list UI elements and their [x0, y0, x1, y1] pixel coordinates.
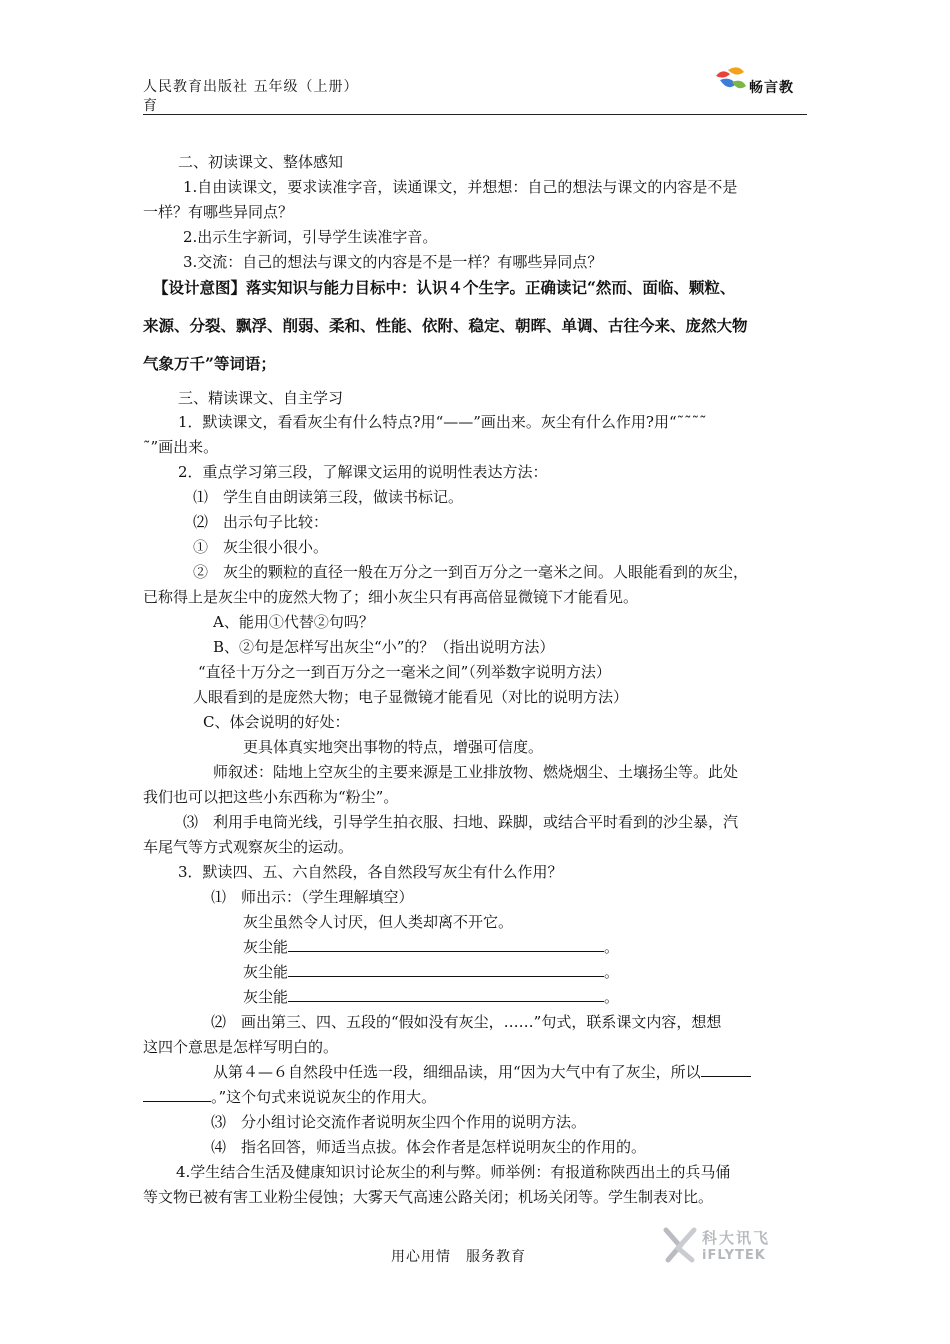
fill-line-1	[243, 935, 619, 959]
fill-intro: 灰尘虽然令人讨厌，但人类却离不开它。	[243, 913, 514, 931]
section3-p2-3-line2: 车尾气等方式观察灰尘的运动。	[143, 838, 354, 856]
design-intent-line2: 来源、分裂、飘浮、削弱、柔和、性能、依附、稳定、朝晖、单调、古往今来、庞然大物	[143, 316, 748, 335]
section3-p3-2-line1: ⑵ 画出第三、四、五段的“假如没有灰尘，……”句式，联系课文内容，想想	[211, 1013, 722, 1031]
section3-choose-line1	[213, 1060, 751, 1084]
teacher-narration-line2: 我们也可以把这些小东西称为“粉尘”。	[143, 788, 399, 806]
design-intent-line3: 气象万千”等词语；	[143, 354, 276, 373]
footer-logo-cn: 科大讯飞	[702, 1229, 771, 1247]
changyan-logo-icon	[712, 66, 748, 96]
choose-text: 从第４—６自然段中任选一段，细细品读，用“因为大气中有了灰尘，所以	[213, 1063, 701, 1081]
section3-p2-1: ⑴ 学生自由朗读第三段，做读书标记。	[193, 488, 464, 506]
sentence-1: ① 灰尘很小很小。	[193, 538, 329, 556]
section2-title: 二、初读课文、整体感知	[178, 153, 344, 171]
fill-prefix: 灰尘能	[243, 938, 289, 956]
teacher-narration-line1: 师叙述：陆地上空灰尘的主要来源是工业排放物、燃烧烟尘、土壤扬尘等。此处	[213, 763, 739, 781]
choose-blank[interactable]	[701, 1062, 751, 1077]
section2-item3: 3.交流：自己的想法与课文的内容是不是一样？有哪些异同点？	[183, 253, 603, 271]
section3-p2-3-line1: ⑶ 利用手电筒光线，引导学生拍衣服、扫地、跺脚，或结合平时看到的沙尘暴，汽	[183, 813, 739, 831]
section3-p3-2-line2: 这四个意思是怎样写明白的。	[143, 1038, 339, 1056]
footer-slogan: 用心用情 服务教育	[391, 1249, 526, 1265]
header-publisher-wrap: 育	[143, 98, 158, 114]
fill-prefix: 灰尘能	[243, 963, 289, 981]
section3-p3-1: ⑴ 师出示：（学生理解填空）	[211, 888, 414, 906]
section3-p4-line1: 4.学生结合生活及健康知识讨论灰尘的利与弊。师举例：有报道称陕西出土的兵马俑	[176, 1163, 731, 1181]
section3-p3-3: ⑶ 分小组讨论交流作者说明灰尘四个作用的说明方法。	[211, 1113, 587, 1131]
fill-suffix: 。	[604, 938, 620, 956]
section3-p2: 2．重点学习第三段，了解课文运用的说明性表达方法：	[178, 463, 548, 481]
section3-p3-4: ⑷ 指名回答，师适当点拔。体会作者是怎样说明灰尘的作用的。	[211, 1138, 647, 1156]
section2-item1-line2: 一样？有哪些异同点？	[143, 203, 294, 221]
footer-logo-en: iFLYTEK	[702, 1248, 766, 1263]
header-publisher: 人民教育出版社 五年级（上册）	[143, 79, 359, 95]
section3-p2-2: ⑵ 出示句子比较：	[193, 513, 329, 531]
header-rule	[143, 114, 807, 115]
method-1: “直径十万分之一到百万分之一毫米之间”（列举数字说明方法）	[198, 663, 611, 681]
question-a: A、能用①代替②句吗？	[213, 613, 374, 631]
iflytek-logo-icon	[662, 1226, 698, 1264]
choose-blank-cont[interactable]	[143, 1087, 211, 1102]
section3-p3: 3．默读四、五、六自然段，各自然段写灰尘有什么作用？	[178, 863, 563, 881]
sentence-2-line1: ② 灰尘的颗粒的直径一般在万分之一到百万分之一毫米之间。人眼能看到的灰尘，	[193, 563, 749, 581]
fill-suffix: 。	[604, 963, 620, 981]
section2-item1-line1: 1.自由读课文，要求读准字音，读通课文，并想想：自己的想法与课文的内容是不是	[183, 178, 738, 196]
sentence-2-line2: 已称得上是灰尘中的庞然大物了；细小灰尘只有再高倍显微镜下才能看见。	[143, 588, 639, 606]
section3-p1-line1: 1．默读课文，看看灰尘有什么特点?用“——”画出来。灰尘有什么作用?用“˜˜˜˜	[178, 413, 707, 431]
fill-blank[interactable]	[288, 987, 604, 1002]
section3-p1-line2: ˜”画出来。	[143, 438, 219, 456]
choose-text-end: 。”这个句式来说说灰尘的作用大。	[211, 1088, 437, 1106]
question-b: B、②句是怎样写出灰尘“小”的？（指出说明方法）	[213, 638, 555, 656]
fill-blank[interactable]	[288, 937, 604, 952]
section3-p4-line2: 等文物已被有害工业粉尘侵蚀；大雾天气高速公路关闭；机场关闭等。学生制表对比。	[143, 1188, 714, 1206]
fill-blank[interactable]	[288, 962, 604, 977]
fill-suffix: 。	[604, 988, 620, 1006]
section3-choose-line2	[143, 1085, 436, 1109]
section2-item2: 2.出示生字新词，引导学生读准字音。	[183, 228, 438, 246]
design-intent-line1: 【设计意图】落实知识与能力目标中：认识４个生字。正确读记“然而、面临、颗粒、	[153, 278, 736, 297]
method-2: 人眼看到的是庞然大物；电子显微镜才能看见（对比的说明方法）	[193, 688, 629, 706]
header-brand: 畅言教	[749, 80, 794, 96]
fill-line-2	[243, 960, 619, 984]
fill-prefix: 灰尘能	[243, 988, 289, 1006]
fill-line-3	[243, 985, 619, 1009]
section3-title: 三、精读课文、自主学习	[178, 389, 344, 407]
benefit: 更具体真实地突出事物的特点，增强可信度。	[243, 738, 544, 756]
question-c: C、体会说明的好处：	[203, 713, 350, 731]
